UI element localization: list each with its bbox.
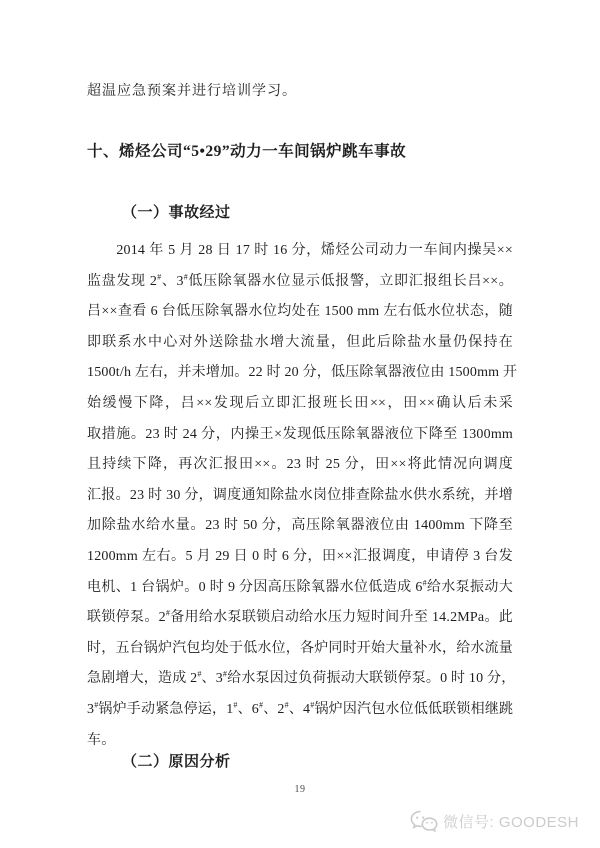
text-line: 始缓慢下降，吕××发现后立即汇报班长田××，田××确认后未采 bbox=[87, 395, 513, 411]
paragraph-continuation-line: 超温应急预案并进行培训学习。 bbox=[87, 84, 297, 99]
text-line: 监盘发现 2#、3#低压除氧器水位显示低报警，立即汇报组长吕××。 bbox=[87, 271, 514, 289]
text-line: 1200mm 左右。5 月 29 日 0 时 6 分，田××汇报调度，申请停 3 台发 bbox=[87, 548, 513, 564]
text-line: 且持续下降，再次汇报田××。23 时 25 分，田××将此情况向调度 bbox=[87, 457, 513, 473]
accident-course-paragraph bbox=[87, 236, 518, 756]
text-line: 取措施。23 时 24 分，内操王×发现低压除氧器液位下降至 1300mm bbox=[87, 426, 513, 442]
text-line: 汇报。23 时 30 分，调度通知除盐水岗位排查除盐水供水系统，并增 bbox=[87, 487, 513, 503]
text-line: 电机、1 台锅炉。0 时 9 分因高压除氧器水位低造成 6#给水泵振动大 bbox=[87, 577, 513, 595]
text-line: 1500t/h 左右，并未增加。22 时 20 分，低压除氧器液位由 1500mm 开 bbox=[87, 365, 518, 381]
text-line: 2014 年 5 月 28 日 17 时 16 分，烯烃公司动力一车间内操吴×× bbox=[87, 243, 513, 258]
text-line: 急剧增大，造成 2#、3#给水泵因过负荷振动大联锁停泵。0 时 10 分， bbox=[87, 669, 516, 687]
text-line: 3#锅炉手动紧急停运，1#、6#、2#、4#锅炉因汽包水位低低联锁相继跳 bbox=[87, 700, 514, 717]
text-line: 加除盐水给水量。23 时 50 分，高压除氧器液位由 1400mm 下降至 bbox=[87, 518, 513, 534]
text-line: 即联系水中心对外送除盐水增大流量，但此后除盐水量仍保持在 bbox=[87, 334, 513, 350]
text-line: 车。 bbox=[87, 732, 116, 748]
text-line: 联锁停泵。2#备用给水泵联锁启动给水压力短时间升至 14.2MPa。此 bbox=[87, 608, 513, 626]
section-heading-cause-analysis: （二）原因分析 bbox=[122, 754, 231, 770]
watermark-text: 微信号: GOODESH bbox=[442, 814, 579, 831]
chapter-heading: 十、烯烃公司“5•29”动力一车间锅炉跳车事故 bbox=[87, 143, 407, 160]
wechat-icon bbox=[410, 810, 438, 833]
section-heading-accident-course: （一）事故经过 bbox=[122, 205, 231, 221]
text-line: 吕××查看 6 台低压除氧器水位均处在 1500 mm 左右低水位状态，随 bbox=[87, 304, 513, 320]
watermark bbox=[410, 810, 579, 833]
text-line: 时，五台锅炉汽包均处于低水位，各炉同时开始大量补水，给水流量 bbox=[87, 640, 513, 656]
page-number: 19 bbox=[294, 784, 306, 795]
